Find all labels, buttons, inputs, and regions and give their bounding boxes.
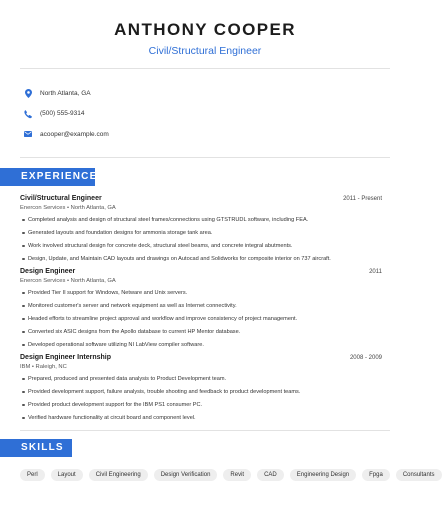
resume-header [0, 0, 410, 57]
job-company: Enercon Services • North Atlanta, GA [20, 277, 116, 284]
job-dates: 2011 - Present [343, 195, 382, 202]
skills-list [0, 457, 435, 481]
bullet-item: Verified hardware functionality at circuit board and component level. [20, 414, 382, 422]
job-title: Civil/Structural Engineer [20, 194, 102, 202]
skill-tag: Perl [20, 469, 45, 481]
job-company: Enercon Services • North Atlanta, GA [20, 204, 116, 211]
job-dates: 2011 [369, 268, 382, 275]
skill-tag: Layout [51, 469, 83, 481]
experience-heading: EXPERIENCE [0, 168, 95, 186]
job-title: Design Engineer Internship [20, 353, 112, 361]
bullet-item: Prepared, produced and presented data analysis to Product Development team. [20, 375, 382, 383]
bullet-item: Provided development support, failure analysis, trouble shooting and feedback to product development teams. [20, 388, 382, 396]
job-bullets [20, 216, 382, 263]
bullet-item: Design, Update, and Maintain CAD layouts and drawings on Autocad and Solidworks for composite interior on 737 aircraft. [20, 255, 382, 263]
contact-phone-text: (500) 555-9314 [40, 110, 85, 117]
job-entry [0, 354, 410, 422]
bullet-item: Monitored customer's server and network equipment as well as Internet connectivity. [20, 302, 382, 310]
phone-icon [24, 110, 32, 118]
experience-divider [20, 430, 390, 431]
skill-tag: Engineering Design [290, 469, 356, 481]
email-icon [24, 130, 32, 138]
job-dates: 2008 - 2009 [349, 354, 382, 361]
contact-list [0, 69, 410, 157]
job-bullets [20, 375, 382, 422]
skill-tag: Civil Engineering [89, 469, 148, 481]
skill-tag: CAD [257, 469, 284, 481]
location-pin-icon [24, 89, 32, 97]
bullet-item: Provided product development support for the IBM PS1 consumer PC. [20, 401, 382, 409]
skill-tag: Fpga [362, 469, 390, 481]
skills-heading: SKILLS [0, 439, 72, 457]
contact-email-text: acooper@example.com [40, 130, 109, 138]
bullet-item: Provided Tier II support for Windows, Netware and Unix servers. [20, 289, 382, 297]
contact-location-text: North Atlanta, GA [40, 89, 91, 97]
contact-email [24, 124, 388, 144]
bullet-item: Completed analysis and design of structural steel frames/connections using GTSTRUDL software, including FEA. [20, 216, 382, 224]
bullet-item: Headed efforts to streamline project approval and workflow and improve consistency of project management. [20, 315, 382, 323]
bullet-item: Work involved structural design for concrete deck, structural steel beams, and concrete integral abutments. [20, 242, 382, 250]
job-entry [0, 268, 410, 349]
job-entry [0, 195, 410, 263]
job-company: IBM • Raleigh, NC [20, 363, 67, 370]
contact-divider [20, 157, 390, 158]
skill-tag: Design Verification [154, 469, 218, 481]
bullet-item: Developed operational software utilizing NI LabView compiler software. [20, 341, 382, 349]
contact-location [24, 83, 388, 103]
contact-phone [24, 104, 388, 124]
skill-tag: Consultants [396, 469, 442, 481]
job-bullets [20, 289, 382, 349]
bullet-item: Generated layouts and foundation designs for ammonia storage tank area. [20, 229, 382, 237]
candidate-name: ANTHONY COOPER [114, 20, 296, 39]
job-headline: Civil/Structural Engineer [148, 45, 262, 57]
skill-tag: Revit [223, 469, 251, 481]
job-title: Design Engineer [20, 267, 76, 275]
bullet-item: Converted six ASIC designs from the Apollo database to current HP Mentor database. [20, 328, 382, 336]
